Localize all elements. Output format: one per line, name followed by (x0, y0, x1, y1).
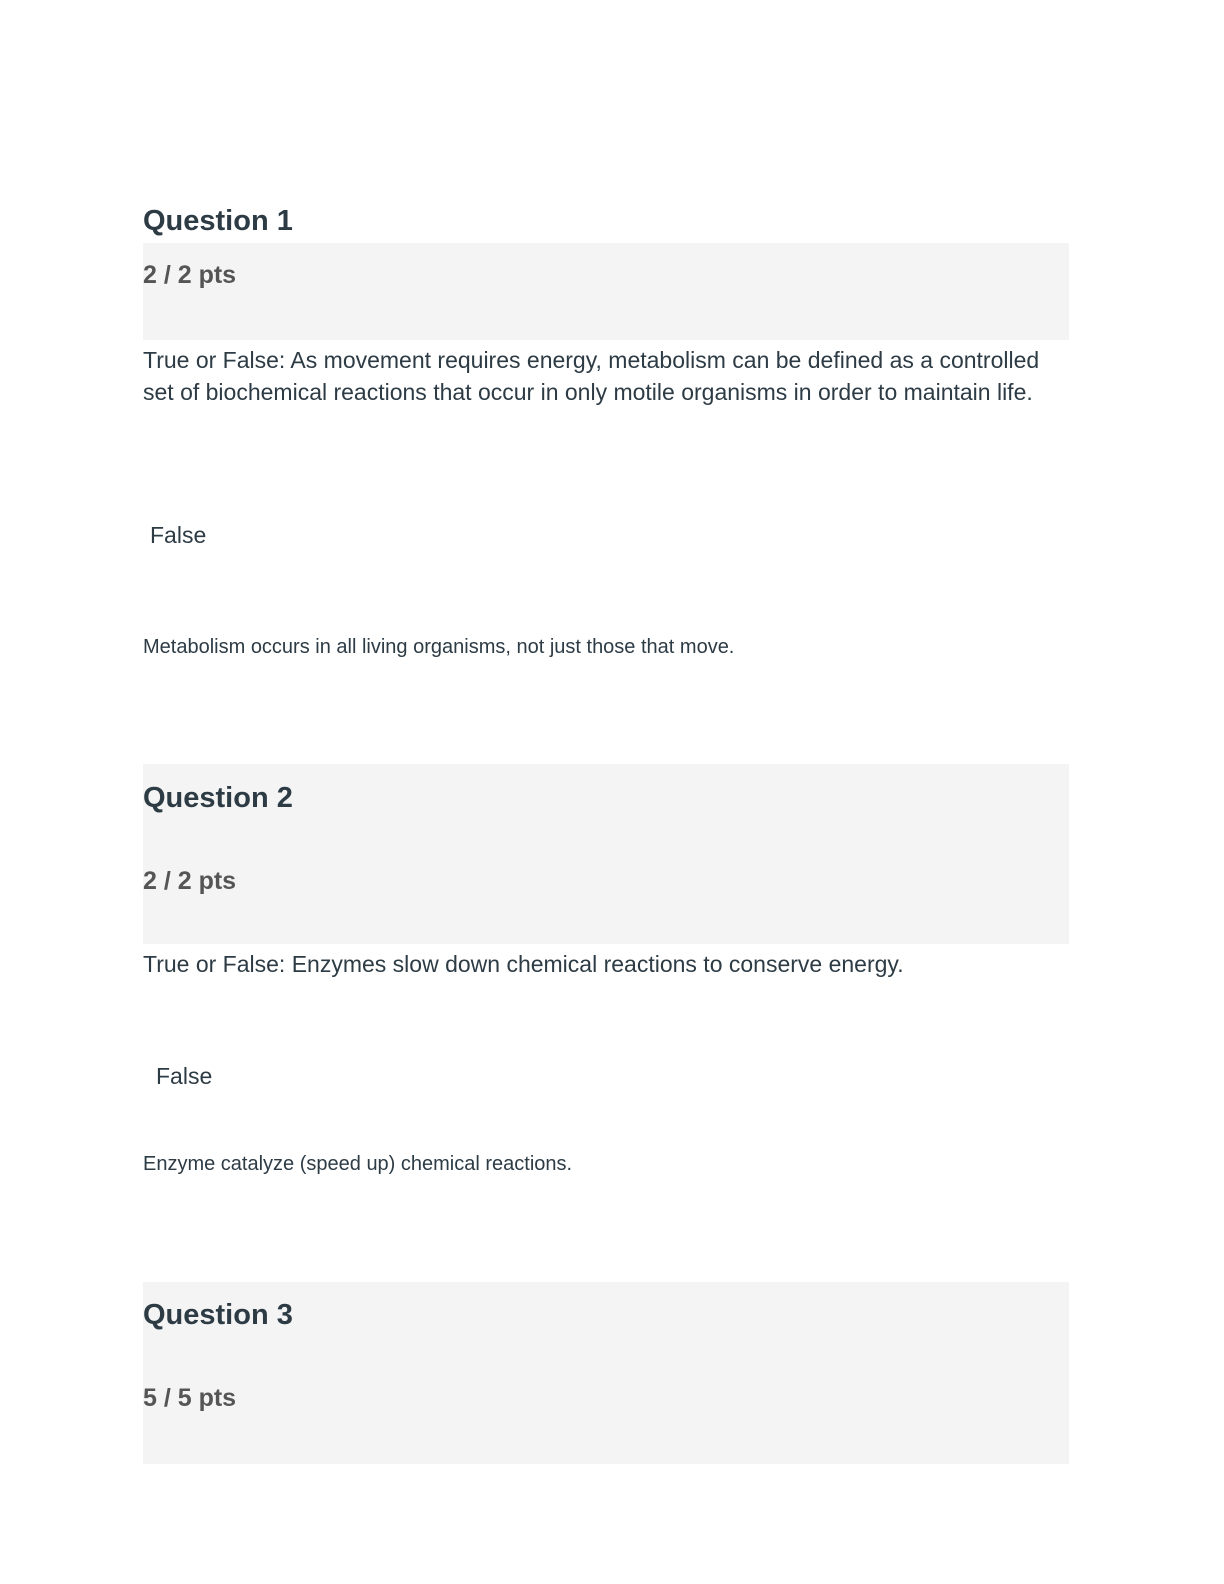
question-2-header (143, 764, 1069, 944)
question-2-points: 2 / 2 pts (143, 867, 237, 895)
question-1-header (143, 243, 1069, 340)
question-1-answer: False (150, 522, 207, 548)
question-3-points: 5 / 5 pts (143, 1384, 237, 1412)
question-3-header (143, 1282, 1069, 1464)
question-2-answer: False (156, 1063, 213, 1089)
question-1-title: Question 1 (143, 205, 293, 237)
question-1-comment: Metabolism occurs in all living organisms, not just those that move. (143, 636, 735, 658)
question-3-title: Question 3 (143, 1299, 293, 1331)
question-1-text: True or False: As movement requires energy, metabolism can be defined as a controlled set of biochemical reactions that occur in only motile organisms in order to maintain life. (143, 347, 1040, 405)
question-2-text: True or False: Enzymes slow down chemical reactions to conserve energy. (143, 951, 904, 977)
question-2-comment: Enzyme catalyze (speed up) chemical reactions. (143, 1153, 573, 1175)
question-2-title: Question 2 (143, 782, 293, 814)
question-1-points: 2 / 2 pts (143, 261, 237, 289)
